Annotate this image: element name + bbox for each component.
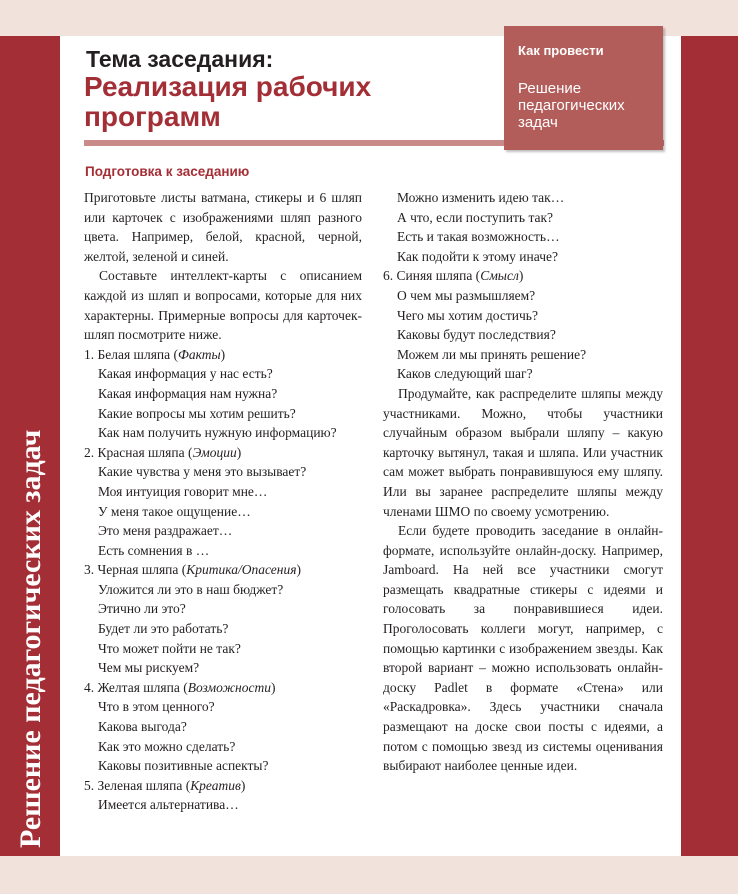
hat-question: У меня такое ощущение…: [98, 503, 251, 519]
hat-name: Зеленая шляпа (: [97, 777, 191, 793]
hat-question: Какая информация у нас есть?: [98, 366, 273, 382]
hat-question: Чего мы хотим достичь?: [397, 307, 538, 323]
hat-question: Каковы позитивные аспекты?: [98, 758, 269, 774]
spine-label: Решение педагогических задач: [14, 429, 47, 848]
section-tab-title: Как провести: [518, 43, 604, 58]
topic-label: Тема заседания:: [86, 46, 274, 72]
section-heading: Подготовка к заседанию: [85, 164, 250, 179]
hat-question: Как это можно сделать?: [98, 738, 236, 754]
hat-number: 4.: [84, 679, 95, 695]
hat-question: Моя интуиция говорит мне…: [98, 483, 268, 499]
hat-question: Какова выгода?: [98, 719, 187, 735]
hat-name-close: ): [236, 444, 242, 460]
hat-item: [383, 266, 663, 384]
hat-number: 2.: [84, 444, 95, 460]
hat-name-close: ): [240, 777, 246, 793]
hat-item: [84, 443, 362, 561]
hat-question: Каков следующий шаг?: [397, 366, 533, 382]
hat-meaning: Критика/Опасения: [186, 562, 297, 578]
text-column-left: [84, 188, 362, 815]
hat-question: Каковы будут последствия?: [397, 327, 556, 343]
intro-paragraph: Приготовьте листы ватмана, стикеры и 6 шляп или карточек с изображениями шляп разного цвета. Например, белой, красной, черной, желтой, зеленой и синей.: [84, 190, 362, 264]
hat-number: 5.: [84, 777, 95, 793]
hat-question: О чем мы размышляем?: [397, 287, 536, 303]
hat-meaning: Креатив: [190, 777, 241, 793]
page-sheet: [60, 36, 681, 856]
closing-paragraph: Продумайте, как распределите шляпы между участниками. Можно, чтобы участники случайным образом выбрали шляпу – какую карточку вытянул, такая и шляпа. Или участник сам может выбрать понравившуюся ему шляпу. Или вы заранее распределите шляпы между членами ШМО по своему усмотрению.: [383, 385, 663, 519]
hat-item: [84, 345, 362, 443]
hat-number: 6.: [383, 268, 394, 284]
hat-number: 1.: [84, 346, 95, 362]
hat-meaning: Эмоции: [192, 444, 237, 460]
page-title: Реализация рабочих программ: [84, 71, 372, 132]
hat-question: Какая информация нам нужна?: [98, 385, 278, 401]
hat-item: [84, 678, 362, 776]
hat-question: Какие вопросы мы хотим решить?: [98, 405, 296, 421]
section-tab-text: Решение педагогических задач: [518, 80, 625, 131]
hat-item: [84, 776, 362, 815]
text-column-right: [383, 188, 663, 776]
hat-name: Красная шляпа (: [97, 444, 193, 460]
closing-paragraph: Если будете проводить заседание в онлайн-формате, используйте онлайн-доску. Например, Jamboard. На ней все участники смогут размещать квадратные стикеры с идеями и голосовать за понравившиеся идеи. Проголосовать коллеги могут, например, с помощью картинки с изображением звезды. Как второй вариант – можно использовать онлайн-доску Padlet в формате «Стена» или «Раскадровка». Здесь участники сначала размещают на доске свои посты с идеями, а потом с помощью звезд из системы оценивания выбирают наиболее ценные идеи.: [383, 523, 663, 774]
hat-number: 3.: [84, 562, 95, 578]
hat-question: Как подойти к этому иначе?: [397, 248, 558, 264]
hat-meaning: Возможности: [187, 679, 271, 695]
hat-name: Белая шляпа (: [97, 346, 178, 362]
hat-name-close: ): [220, 346, 226, 362]
hat-question: Что может пойти не так?: [98, 640, 241, 656]
hat-question: А что, если поступить так?: [397, 209, 554, 225]
hat-question: Этично ли это?: [98, 601, 186, 617]
hat-name-close: ): [271, 679, 276, 695]
hat-question: Имеется альтернатива…: [98, 797, 239, 813]
hat-meaning: Смысл: [480, 268, 519, 284]
hat-name: Желтая шляпа (: [97, 679, 188, 695]
intro-paragraph: Составьте интеллект-карты с описанием каждой из шляп и вопросами, которые для них характерны. Примерные вопросы для карточек-шляп посмотрите ниже.: [84, 268, 362, 343]
hat-meaning: Факты: [178, 346, 221, 362]
hat-question: Можем ли мы принять решение?: [397, 346, 587, 362]
hat-question: Есть и такая возможность…: [397, 229, 560, 245]
right-margin-band: [681, 36, 738, 856]
hat-name-close: ): [518, 268, 524, 284]
hat-question: Какие чувства у меня это вызывает?: [98, 464, 307, 480]
hat-question: Можно изменить идею так…: [397, 190, 565, 205]
section-tab: [504, 26, 663, 150]
hat-name-close: ): [296, 562, 301, 578]
hat-question: Уложится ли это в наш бюджет?: [98, 581, 284, 597]
hat-question: Что в этом ценного?: [98, 699, 215, 715]
hat-question: Как нам получить нужную информацию?: [98, 425, 337, 441]
hat-item: [84, 560, 362, 678]
hat-question: Есть сомнения в …: [98, 542, 210, 558]
hat-question: Будет ли это работать?: [98, 621, 229, 637]
hat-question: Это меня раздражает…: [98, 523, 233, 539]
hat-name: Синяя шляпа (: [396, 268, 481, 284]
hat-question: Чем мы рискуем?: [98, 660, 200, 676]
hat-name: Черная шляпа (: [97, 562, 187, 578]
